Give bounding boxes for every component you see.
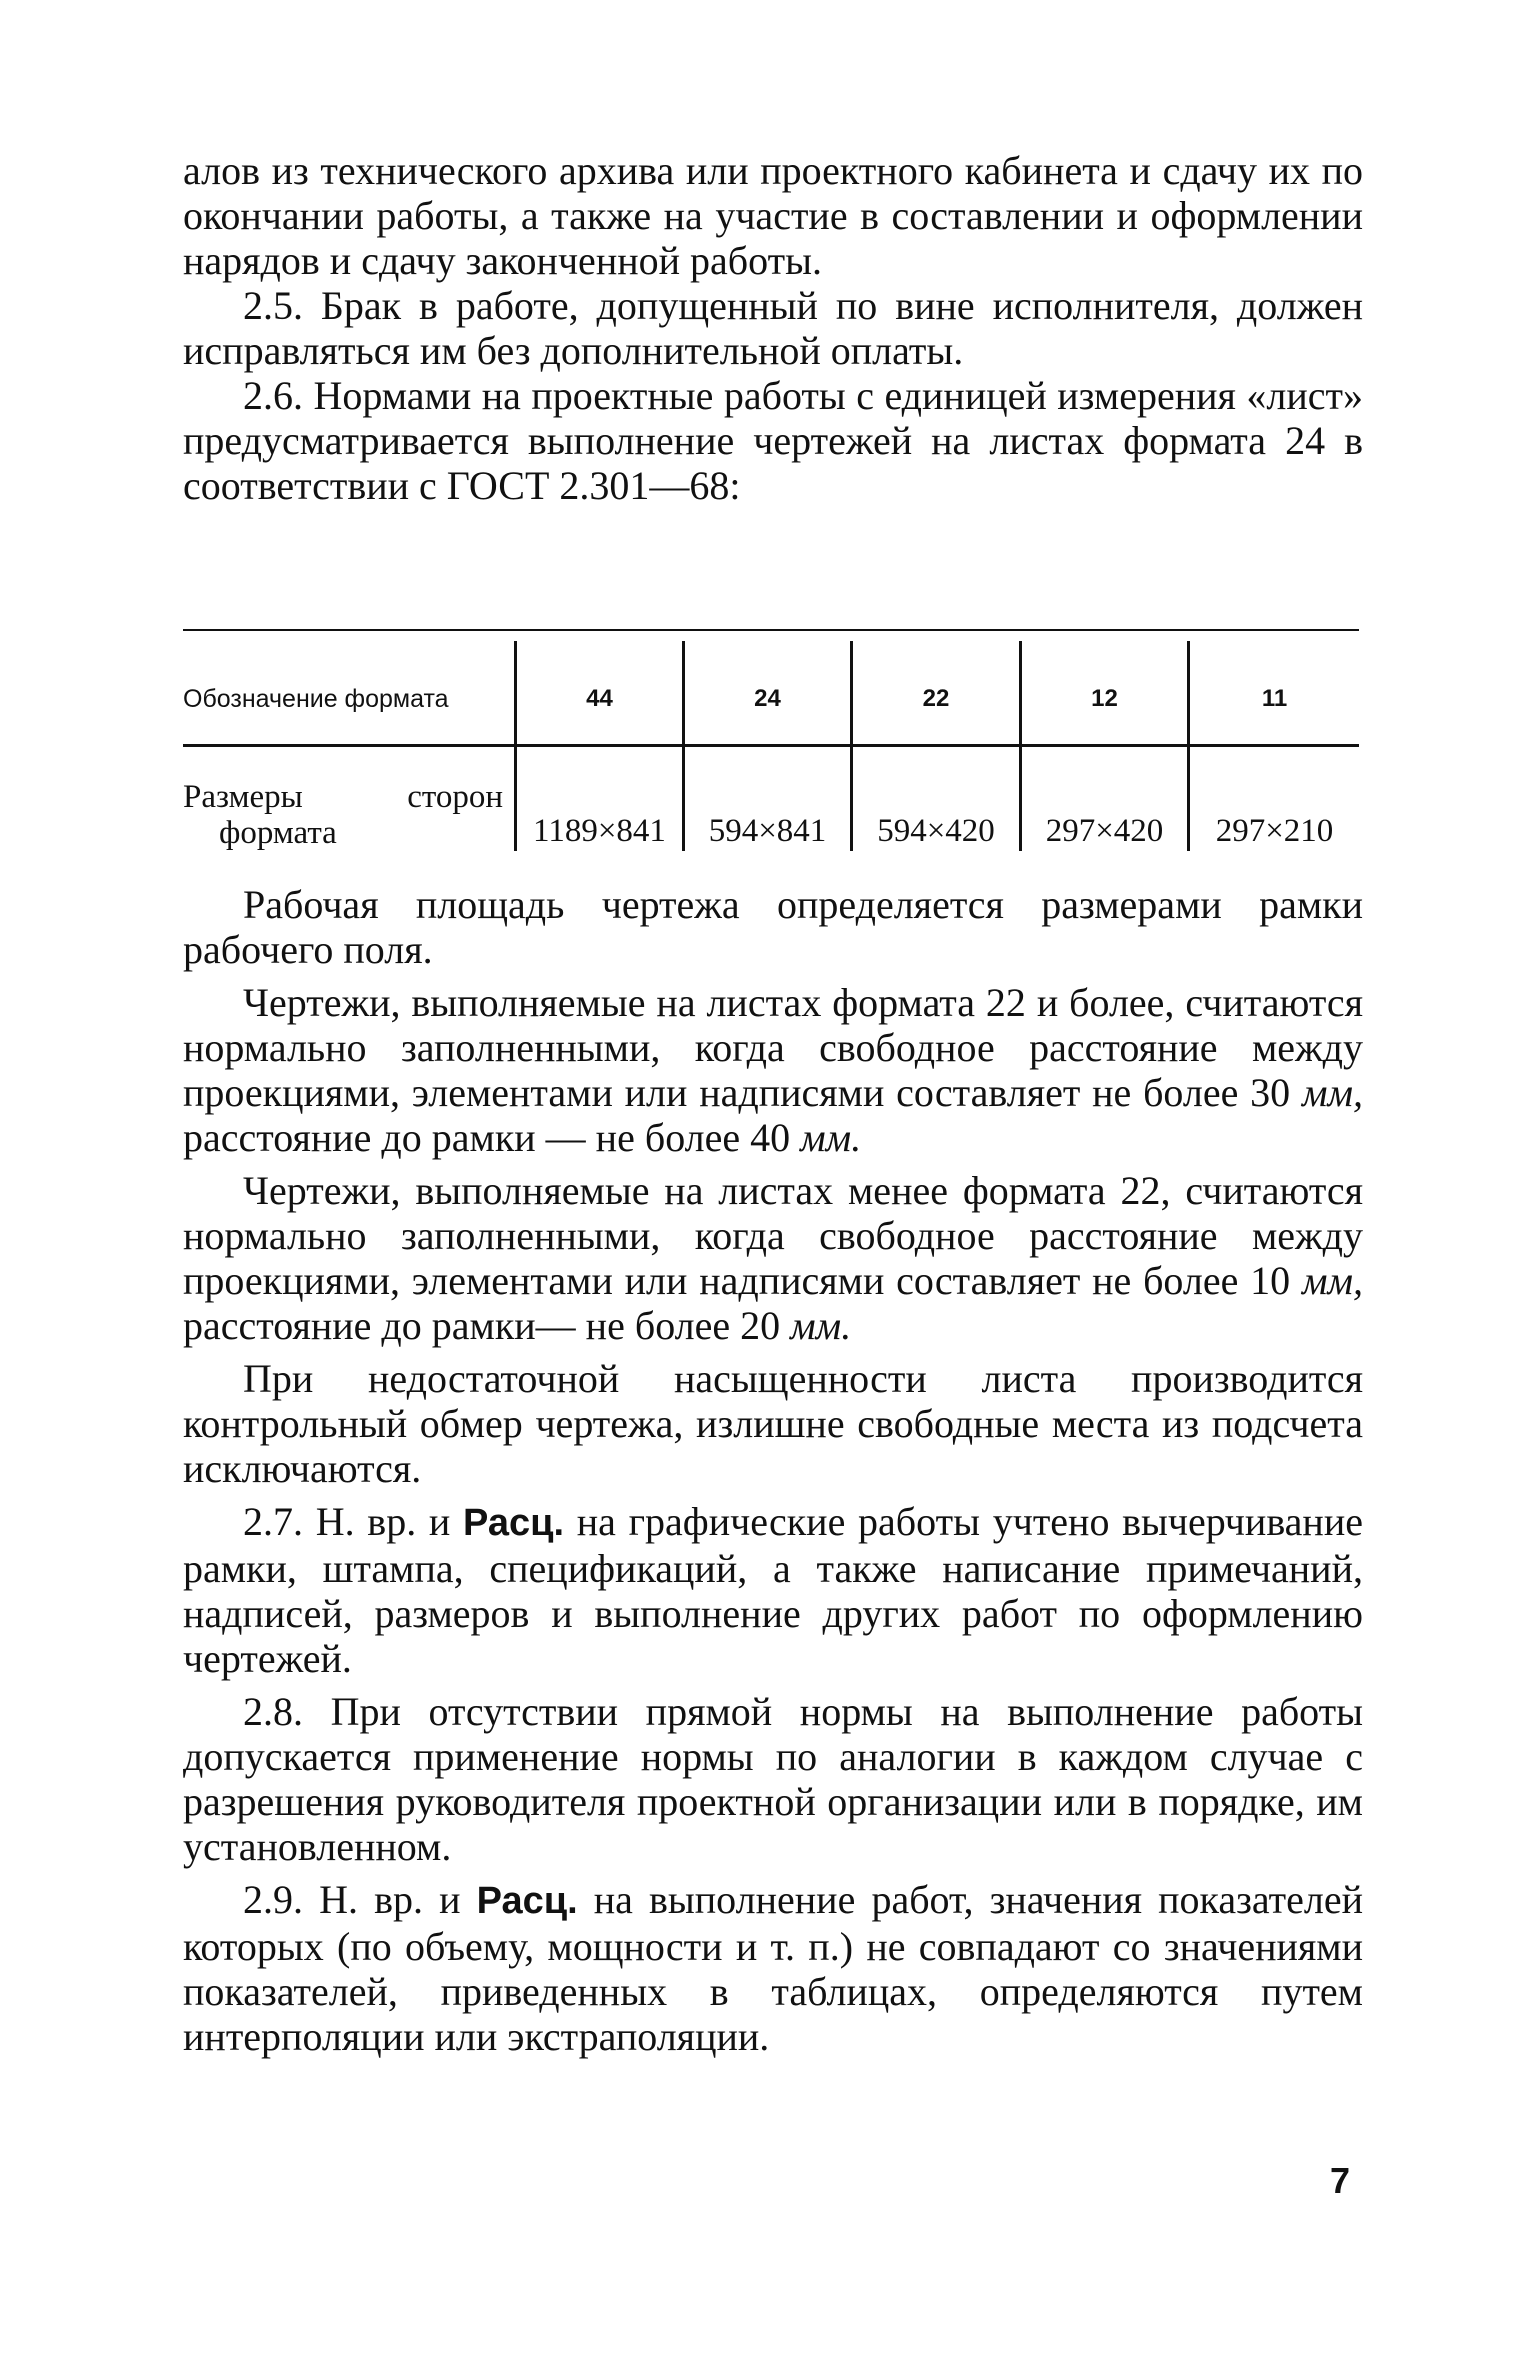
paragraph-2-9: 2.9. Н. вр. и Расц. на выполнение работ, значения показателей которых (по объему, мощности и т. п.) не совпадают со значениями показателей, приведенных в таблицах, определяются путем интерполяции или экстраполяции. bbox=[183, 1877, 1364, 2059]
paragraph-2-5: 2.5. Брак в работе, допущенный по вине исполнителя, должен исправляться им без дополнительной оплаты. bbox=[183, 283, 1363, 373]
table-header-format: 24 bbox=[754, 685, 781, 712]
top-text-block bbox=[183, 148, 1363, 508]
paragraph-2-8: 2.8. При отсутствии прямой нормы на выполнение работы допускается применение нормы по аналогии в каждом случае с разрешения руководителя проектной организации или в порядке, им установленном. bbox=[183, 1689, 1363, 1869]
table-header-label: Обозначение формата bbox=[183, 684, 449, 713]
table-row-label bbox=[183, 779, 503, 851]
table-cell-size: 594×841 bbox=[708, 812, 827, 849]
paragraph-working-area: Рабочая площадь чертежа определяется размерами рамки рабочего поля. bbox=[183, 882, 1363, 972]
table-header-format: 22 bbox=[922, 685, 950, 712]
row-label-word: Размеры bbox=[183, 779, 303, 815]
table-header-rule bbox=[183, 744, 1359, 747]
table-header-format: 11 bbox=[1261, 685, 1288, 712]
table-cell-size: 297×420 bbox=[1045, 812, 1164, 849]
row-label-word: сторон bbox=[407, 779, 503, 815]
page-number: 7 bbox=[1330, 2160, 1351, 2201]
bottom-text-block bbox=[183, 882, 1363, 2059]
table-header-format: 12 bbox=[1091, 685, 1118, 712]
paragraph-2-7: 2.7. Н. вр. и Расц. на графические работы учтено вычерчивание рамки, штампа, спецификаций, а также написание примечаний, надписей, размеров и выполнение других работ по оформлению чертежей. bbox=[183, 1499, 1364, 1681]
paragraph-format-below-22: Чертежи, выполняемые на листах менее формата 22, считаются нормально заполненными, когда свободное расстояние между проекциями, элементами или надписями составляет не более 10 мм, расстояние до рамки— не более 20 мм. bbox=[183, 1168, 1363, 1348]
paragraph-format-22-plus: Чертежи, выполняемые на листах формата 22 и более, считаются нормально заполненными, когда свободное расстояние между проекциями, элементами или надписями составляет не более 30 мм, расстояние до рамки — не более 40 мм. bbox=[183, 980, 1363, 1160]
table-cell-size: 297×210 bbox=[1215, 812, 1334, 849]
format-table bbox=[183, 629, 1359, 851]
row-label-word: формата bbox=[219, 815, 337, 851]
paragraph-continued: алов из технического архива или проектного кабинета и сдачу их по окончании работы, а также на участие в составлении и оформлении нарядов и сдачу законченной работы. bbox=[183, 148, 1363, 283]
table-cell-size: 594×420 bbox=[877, 812, 995, 849]
paragraph-insufficient-fill: При недостаточной насыщенности листа производится контрольный обмер чертежа, излишне свободные места из подсчета исключаются. bbox=[183, 1356, 1363, 1491]
paragraph-2-6: 2.6. Нормами на проектные работы с единицей измерения «лист» предусматривается выполнение чертежей на листах формата 24 в соответствии с ГОСТ 2.301—68: bbox=[183, 373, 1363, 508]
table-header-format: 44 bbox=[586, 685, 613, 712]
table-cell-size: 1189×841 bbox=[533, 812, 666, 849]
table-top-rule bbox=[183, 629, 1359, 631]
